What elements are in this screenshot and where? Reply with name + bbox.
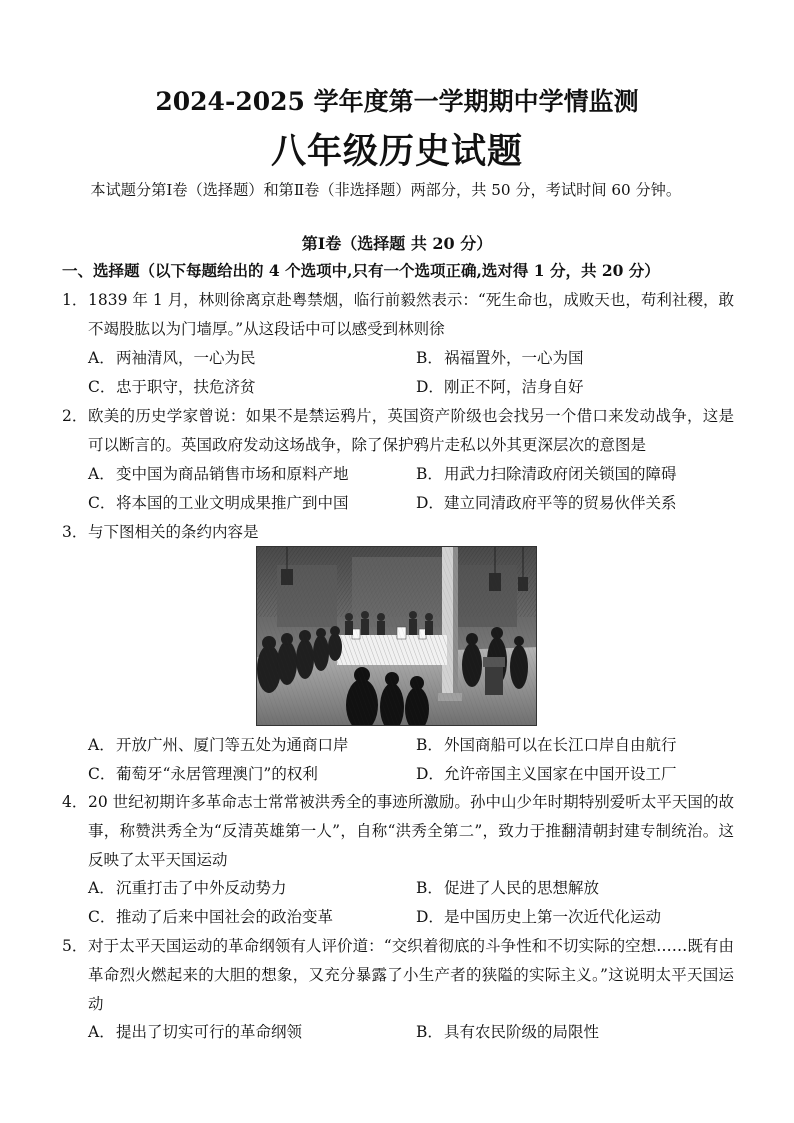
- question-2-option-a[interactable]: [88, 462, 349, 486]
- question-4-stem: [62, 788, 734, 875]
- option-letter: D．: [416, 908, 444, 926]
- exam-subject-title: 八年级历史试题: [270, 131, 523, 172]
- option-letter: A．: [88, 736, 115, 754]
- question-2-option-b[interactable]: [416, 462, 677, 486]
- option-text: 两袖清风，一心为民: [116, 349, 256, 367]
- option-text: 葡萄牙“永居管理澳门”的权利: [116, 765, 318, 783]
- option-letter: C．: [88, 494, 116, 512]
- option-text: 开放广州、厦门等五处为通商口岸: [116, 736, 349, 754]
- option-letter: B．: [416, 1023, 443, 1041]
- option-letter: C．: [88, 378, 116, 396]
- option-text: 允许帝国主义国家在中国开设工厂: [444, 765, 677, 783]
- question-3-option-c[interactable]: [88, 762, 318, 786]
- question-3-option-a[interactable]: [88, 733, 349, 757]
- question-3-stem: [62, 518, 734, 547]
- question-1-option-a[interactable]: [88, 346, 256, 370]
- option-text: 外国商船可以在长江口岸自由航行: [444, 736, 677, 754]
- question-5-option-a[interactable]: [88, 1020, 302, 1044]
- option-letter: A．: [88, 349, 115, 367]
- question-1-option-d[interactable]: [416, 375, 584, 399]
- question-1-option-b[interactable]: [416, 346, 584, 370]
- question-3-option-d[interactable]: [416, 762, 677, 786]
- question-4-option-a[interactable]: [88, 876, 287, 900]
- option-letter: C．: [88, 765, 116, 783]
- question-text: 对于太平天国运动的革命纲领有人评价道：“交织着彻底的斗争性和不切实际的空想……既有由革命烈火燃起来的大胆的想象，又充分暴露了小生产者的狭隘的实际主义。”这说明太平天国运动: [88, 937, 734, 1013]
- option-letter: A．: [88, 465, 115, 483]
- option-text: 变中国为商品销售市场和原料产地: [116, 465, 349, 483]
- option-text: 用武力扫除清政府闭关锁国的障碍: [444, 465, 677, 483]
- option-letter: D．: [416, 378, 444, 396]
- question-2-option-c[interactable]: [88, 491, 349, 515]
- question-number: 5．: [62, 937, 88, 955]
- option-text: 推动了后来中国社会的政治变革: [116, 908, 334, 926]
- question-text: 1839 年 1 月，林则徐离京赴粤禁烟，临行前毅然表示：“死生命也，成败天也，苟利社稷，敢不竭股肱以为门墙厚。”从这段话中可以感受到林则徐: [88, 291, 734, 338]
- option-letter: C．: [88, 908, 116, 926]
- option-letter: A．: [88, 879, 115, 897]
- option-text: 刚正不阿，洁身自好: [444, 378, 584, 396]
- exam-instructions: 本试题分第Ⅰ卷（选择题）和第Ⅱ卷（非选择题）两部分，共 50 分，考试时间 60 分钟。: [90, 181, 682, 199]
- question-2-stem: [62, 402, 734, 460]
- question-number: 4．: [62, 793, 88, 811]
- option-text: 建立同清政府平等的贸易伙伴关系: [444, 494, 677, 512]
- option-text: 祸福置外，一心为国: [444, 349, 584, 367]
- question-3-option-b[interactable]: [416, 733, 677, 757]
- section-title: 第Ⅰ卷（选择题 共 20 分）: [301, 234, 493, 253]
- question-number: 3．: [62, 523, 88, 541]
- exam-title: 2024-2025 学年度第一学期期中学情监测: [155, 87, 639, 116]
- treaty-signing-engraving: [256, 546, 537, 726]
- question-5-stem: [62, 932, 734, 1019]
- question-1-stem: [62, 286, 734, 344]
- option-text: 沉重打击了中外反动势力: [116, 879, 287, 897]
- question-text: 与下图相关的条约内容是: [88, 523, 259, 541]
- question-5-option-b[interactable]: [416, 1020, 599, 1044]
- question-text: 20 世纪初期许多革命志士常常被洪秀全的事迹所激励。孙中山少年时期特别爱听太平天国的故事，称赞洪秀全为“反清英雄第一人”，自称“洪秀全第二”，致力于推翻清朝封建专制统治。这反映了太平天国运动: [88, 793, 734, 869]
- option-text: 忠于职守，扶危济贫: [116, 378, 256, 396]
- question-4-option-d[interactable]: [416, 905, 661, 929]
- option-letter: B．: [416, 349, 443, 367]
- option-letter: A．: [88, 1023, 115, 1041]
- option-text: 具有农民阶级的局限性: [444, 1023, 600, 1041]
- option-text: 促进了人民的思想解放: [444, 879, 600, 897]
- question-2-option-d[interactable]: [416, 491, 677, 515]
- option-letter: D．: [416, 494, 444, 512]
- option-text: 将本国的工业文明成果推广到中国: [116, 494, 349, 512]
- option-text: 是中国历史上第一次近代化运动: [444, 908, 662, 926]
- option-letter: B．: [416, 879, 443, 897]
- option-letter: D．: [416, 765, 444, 783]
- part-title: 一、选择题（以下每题给出的 4 个选项中,只有一个选项正确,选对得 1 分，共 20 分）: [62, 261, 660, 280]
- option-letter: B．: [416, 736, 443, 754]
- question-4-option-c[interactable]: [88, 905, 333, 929]
- question-4-option-b[interactable]: [416, 876, 599, 900]
- question-1-option-c[interactable]: [88, 375, 256, 399]
- option-letter: B．: [416, 465, 443, 483]
- question-number: 1．: [62, 291, 88, 309]
- question-text: 欧美的历史学家曾说：如果不是禁运鸦片，英国资产阶级也会找另一个借口来发动战争，这是可以断言的。英国政府发动这场战争，除了保护鸦片走私以外其更深层次的意图是: [88, 407, 734, 454]
- question-number: 2．: [62, 407, 88, 425]
- option-text: 提出了切实可行的革命纲领: [116, 1023, 303, 1041]
